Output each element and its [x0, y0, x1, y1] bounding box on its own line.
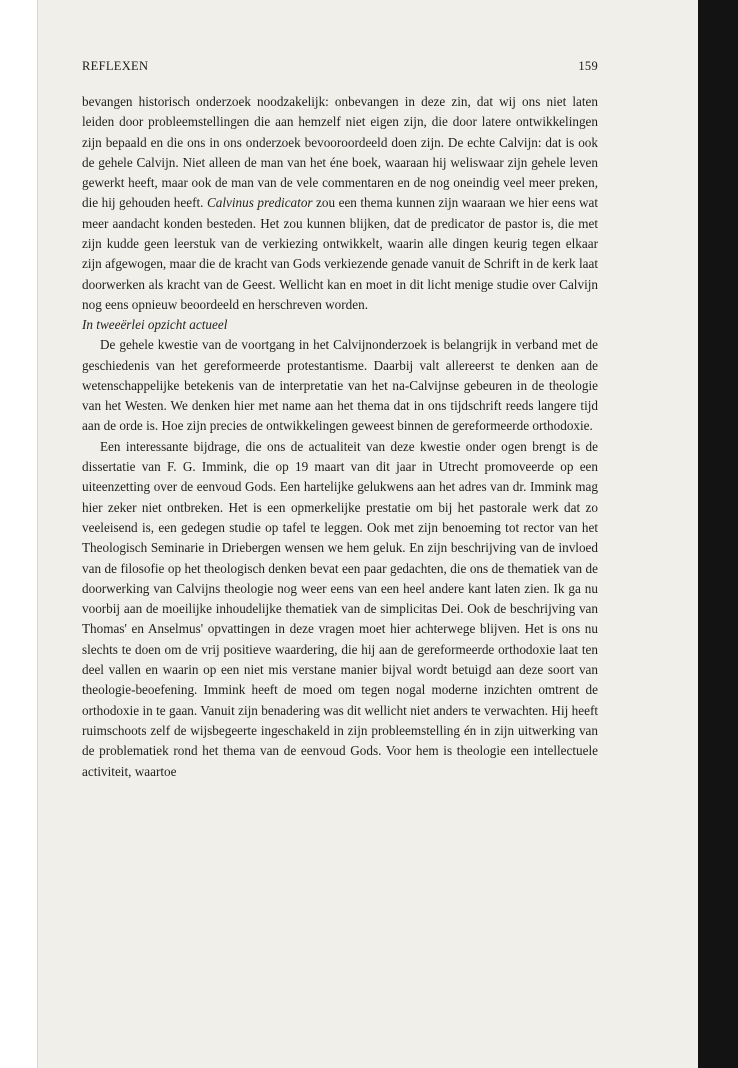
- paragraph-1-italic-title: Calvinus predicator: [206, 195, 313, 211]
- scan-margin-left: [0, 0, 38, 1068]
- page-number: 159: [578, 59, 598, 73]
- section-heading: In tweeërlei opzicht actueel: [82, 317, 228, 333]
- paragraph-3: Een interessante bijdrage, die ons de actualiteit van deze kwestie onder ogen brengt is de dissertatie van F. G. Immink, die op 19 maart van dit jaar in Utrecht promoveerde op een uiteenzetting over de eenvoud Gods. Een hartelijke gelukwens aan het adres van dr. Immink mag hier zeker niet ontbreken. Het is een opmerkelijke prestatie om bij het pastorale werk dat zo veeleisend is, een gedegen studie op tafel te leggen. Ook met zijn benoeming tot rector van het Theologisch Seminarie in Driebergen wensen we hem geluk. En zijn beschrijving van de invloed van de filosofie op het theologisch denken bevat een paar gedachten, die ons de thematiek van de doorwerking van Calvijns theologie nog weer eens van een heel andere kant laten zien. Ik ga nu voorbij aan de moeilijke inhoudelijke thematiek van de simplicitas Dei. Ook de beschrijving van Thomas' en Anselmus' opvattingen in deze vragen moet hier achterwege blijven. Het is ons nu slechts te doen om de vrij positieve waardering, die hij aan de gereformeerde orthodoxie laat ten deel vallen en waarin op een niet mis verstane manier bijval wordt betuigd aan deze soort van theologie-beoefening. Immink heeft de moed om tegen nogal moderne inzichten omtrent de orthodoxie in te gaan. Vanuit zijn benadering was dit wellicht niet anders te verwachten. Hij heeft ruimschoots zelf de wijsbegeerte ingeschakeld in zijn probleemstelling én in zijn uitwerking van de problematiek rond het thema van de eenvoud Gods. Voor hem is theologie een intellectuele activiteit, waartoe: [82, 438, 598, 779]
- paragraph-1-part-b: zou een thema kunnen zijn waaraan we hier eens wat meer aandacht konden besteden. Het zou kunnen blijken, dat de predicator de pastor is, die met zijn kudde geen leerstuk van de verkiezing ontwikkelt, waarin alle dingen keurig tegen elkaar zijn afgewogen, maar die de kracht van Gods verkiezende genade vanuit de Schrift in de kerk laat doorwerken als kracht van de Geest. Wellicht kan en moet in dit licht menige studie over Calvijn nog eens opnieuw beoordeeld en herschreven worden.: [82, 195, 598, 312]
- paragraph-2: De gehele kwestie van de voortgang in het Calvijnonderzoek is belangrijk in verband met de geschiedenis van het gereformeerde protestantisme. Daarbij valt allereerst te denken aan de wetenschappelijke betekenis van de interpretatie van het na-Calvijnse gebeuren in de theologie van het Westen. We denken hier met name aan het thema dat in ons tijdschrift reeds langere tijd aan de orde is. Hoe zijn precies de ontwikkelingen geweest binnen de gereformeerde orthodoxie.: [82, 337, 598, 434]
- body-text: [82, 92, 598, 782]
- paragraph-1-part-a: bevangen historisch onderzoek noodzakelijk: onbevangen in deze zin, dat wij ons niet laten leiden door probleemstellingen die aan hemzelf niet eigen zijn, die door latere ontwikkelingen zijn bepaald en die ons in ons onderzoek bevooroordeeld doen zijn. De echte Calvijn: dat is ook de gehele Calvijn. Niet alleen de man van het éne boek, waaraan hij weliswaar zijn gehele leven gewerkt heeft, maar ook de man van de vele commentaren en de nog oneindig veel meer preken, die hij gehouden heeft.: [82, 94, 598, 211]
- scan-margin-right: [698, 0, 738, 1068]
- book-page: [38, 0, 698, 1068]
- paragraph-1: [82, 92, 598, 315]
- running-title: REFLEXEN: [82, 59, 149, 73]
